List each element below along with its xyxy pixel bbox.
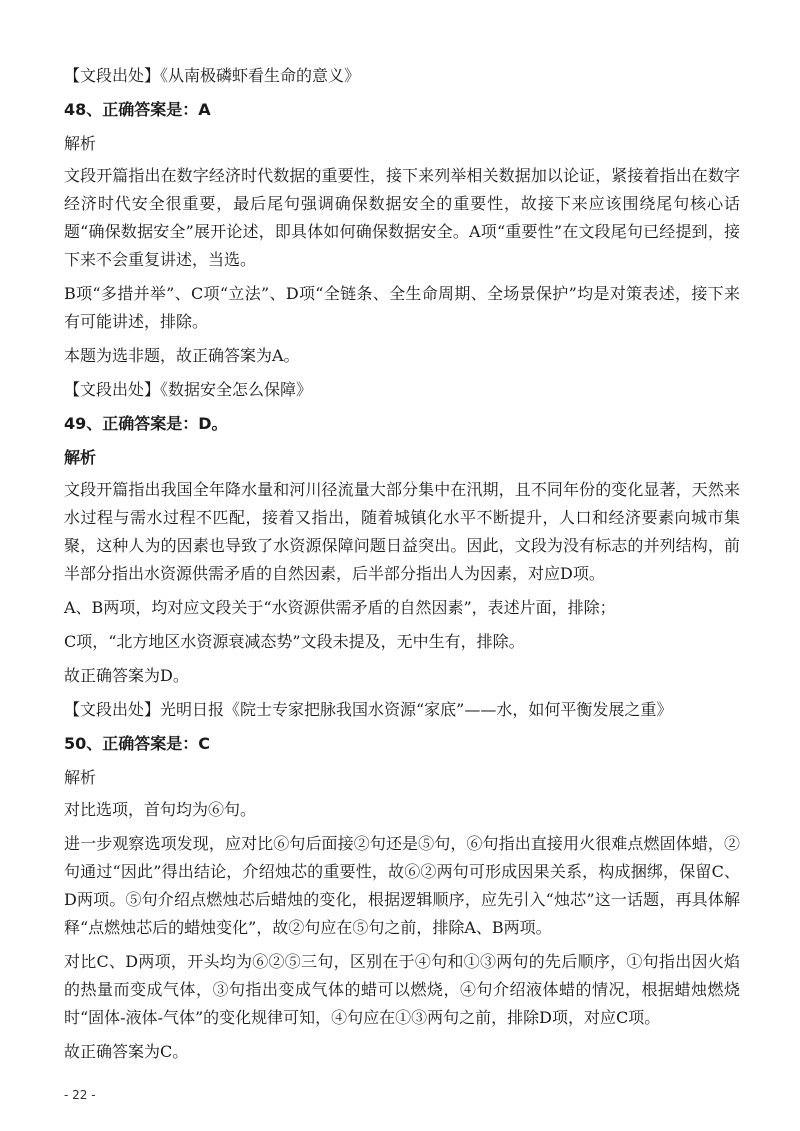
analysis-paragraph: 故正确答案为D。 (64, 666, 189, 685)
analysis-label-50: 解析 (64, 768, 97, 787)
source-line-49: 【文段出处】光明日报《院士专家把脉我国水资源“家底”——水，如何平衡发展之重》 (64, 700, 673, 719)
page-number: - 22 - (64, 1088, 96, 1102)
analysis-paragraph: 进一步观察选项发现，应对比⑥句后面接②句还是⑤句，⑥句指出直接用火很难点燃固体蜡，②句通过“因此”得出结论，介绍烛芯的重要性，故⑥②两句可形成因果关系，构成捆绑，保留C、D两项。⑤句介绍点燃烛芯后蜡烛的变化，根据逻辑顺序，应先引入“烛芯”这一话题，再具体解释“点燃烛芯后的蜡烛变化”，故②句应在⑤句之前，排除A、B两项。 (64, 834, 740, 937)
analysis-label-48: 解析 (64, 134, 97, 153)
analysis-label-49: 解析 (64, 448, 97, 467)
analysis-paragraph: 文段开篇指出我国全年降水量和河川径流量大部分集中在汛期，且不同年份的变化显著，天然来水过程与需水过程不匹配，接着又指出，随着城镇化水平不断提升，人口和经济要素向城市集聚，这种人为的因素也导致了水资源保障问题日益突出。因此，文段为没有标志的并列结构，前半部分指出水资源供需矛盾的自然因素，后半部分指出人为因素，对应D项。 (64, 480, 740, 583)
analysis-paragraph: 对比选项，首句均为⑥句。 (64, 800, 257, 819)
answer-heading-50: 50、正确答案是：C (64, 734, 211, 753)
analysis-paragraph: A、B两项，均对应文段关于“水资源供需矛盾的自然因素”，表述片面，排除； (64, 598, 616, 617)
analysis-paragraph: 本题为选非题，故正确答案为A。 (64, 346, 300, 365)
analysis-paragraph: 文段开篇指出在数字经济时代数据的重要性，接下来列举相关数据加以论证，紧接着指出在数字经济时代安全很重要，最后尾句强调确保数据安全的重要性，故接下来应该围绕尾句核心话题“确保数据安全”展开论述，即具体如何确保数据安全。A项“重要性”在文段尾句已经提到，接下来不会重复讲述，当选。 (64, 166, 740, 269)
analysis-paragraph: C项，“北方地区水资源衰减态势”文段未提及，无中生有，排除。 (64, 632, 525, 651)
source-line-48: 【文段出处】《数据安全怎么保障》 (64, 380, 313, 399)
analysis-paragraph: B项“多措并举”、C项“立法”、D项“全链条、全生命周期、全场景保护”均是对策表述，接下来有可能讲述，排除。 (64, 284, 740, 331)
answer-heading-49: 49、正确答案是：D。 (64, 414, 228, 433)
source-line-47: 【文段出处】《从南极磷虾看生命的意义》 (64, 66, 361, 85)
answer-heading-48: 48、正确答案是：A (64, 100, 211, 119)
analysis-paragraph: 对比C、D两项，开头均为⑥②⑤三句，区别在于④句和①③两句的先后顺序，①句指出因火焰的热量而变成气体，③句指出变成气体的蜡可以燃烧，④句介绍液体蜡的情况，根据蜡烛燃烧时“固体-液体-气体”的变化规律可知，④句应在①③两句之前，排除D项，对应C项。 (64, 952, 740, 1027)
page-content (64, 62, 740, 1072)
analysis-paragraph: 故正确答案为C。 (64, 1042, 189, 1061)
